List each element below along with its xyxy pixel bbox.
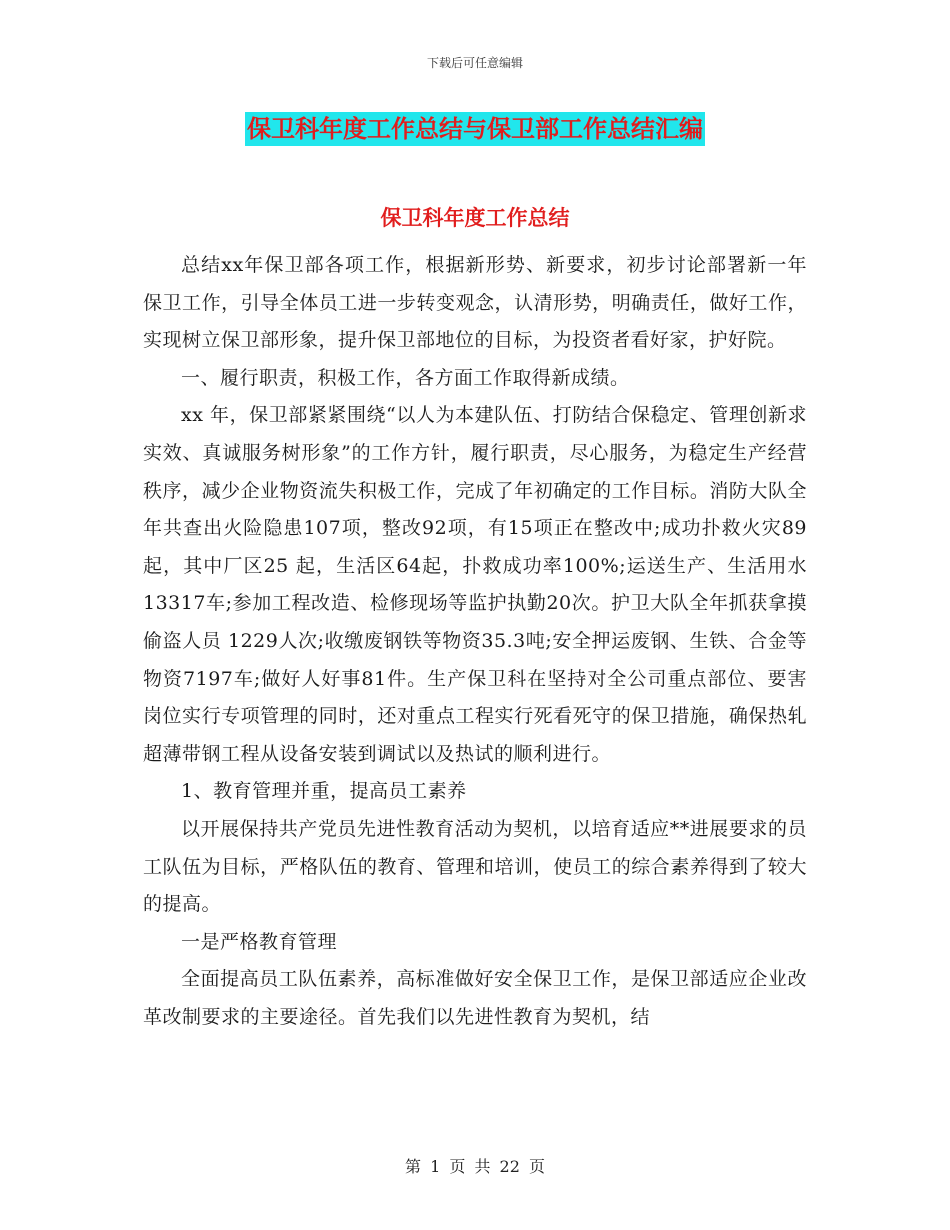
body-text: [143, 247, 807, 1036]
paragraph: xx 年，保卫部紧紧围绕“以人为本建队伍、打防结合保稳定、管理创新求实效、真诚服务树形象”的工作方针，履行职责，尽心服务，为稳定生产经营秩序，减少企业物资流失积极工作，完成了年初确定的工作目标。消防大队全年共查出火险隐患107项，整改92项，有15项正在整改中;成功扑救火灾89起，其中厂区25 起，生活区64起，扑救成功率100%;运送生产、生活用水13317车;参加工程改造、检修现场等监护执勤20次。护卫大队全年抓获拿摸偷盗人员 1229人次;收缴废钢铁等物资35.3吨;安全押运废钢、生铁、合金等物资7197车;做好人好事81件。生产保卫科在坚持对全公司重点部位、要害岗位实行专项管理的同时，还对重点工程实行死看死守的保卫措施，确保热轧超薄带钢工程从设备安装到调试以及热试的顺利进行。: [143, 404, 807, 765]
section-title: 保卫科年度工作总结: [380, 205, 570, 230]
page-footer: 第 1 页 共 22 页: [405, 1157, 545, 1176]
main-title-text: 保卫科年度工作总结与保卫部工作总结汇编: [245, 112, 705, 146]
paragraph-subheading: 1、教育管理并重，提高员工素养: [181, 780, 467, 803]
paragraph-heading: 一、履行职责，积极工作，各方面工作取得新成绩。: [181, 366, 630, 389]
paragraph: 以开展保持共产党员先进性教育活动为契机，以培育适应**进展要求的员工队伍为目标，严格队伍的教育、管理和培训，使员工的综合素养得到了较大的提高。: [143, 817, 807, 916]
paragraph-subheading: 一是严格教育管理: [181, 930, 338, 953]
paragraph: 总结xx年保卫部各项工作，根据新形势、新要求，初步讨论部署新一年保卫工作，引导全体员工进一步转变观念，认清形势，明确责任，做好工作，实现树立保卫部形象，提升保卫部地位的目标，为投资者看好家，护好院。: [143, 254, 807, 352]
header-note: 下载后可任意编辑: [426, 56, 523, 70]
paragraph: 全面提高员工队伍素养，高标准做好安全保卫工作，是保卫部适应企业改革改制要求的主要途径。首先我们以先进性教育为契机，结: [143, 968, 807, 1028]
main-title: [0, 112, 950, 146]
